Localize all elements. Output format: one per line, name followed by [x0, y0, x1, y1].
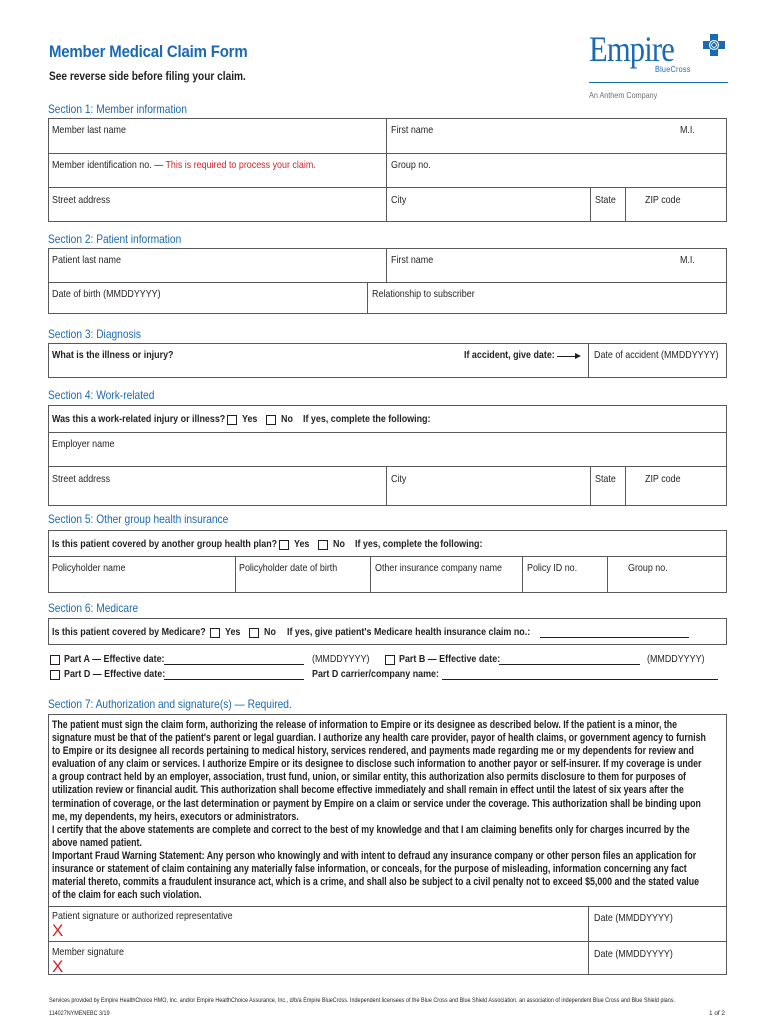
- member-city-field[interactable]: City: [391, 194, 407, 206]
- patient-dob-field[interactable]: Date of birth (MMDDYYYY): [52, 288, 161, 300]
- employer-street-field[interactable]: Street address: [52, 473, 111, 485]
- patient-first-name-field[interactable]: First name: [391, 254, 434, 266]
- work-related-question: Was this a work-related injury or illness?: [52, 413, 226, 425]
- member-group-no-field[interactable]: Group no.: [391, 159, 431, 171]
- member-id-field[interactable]: Member identification no. — This is required to process your claim.: [52, 159, 316, 171]
- logo-wordmark: Empire: [589, 29, 674, 69]
- other-insurance-question: Is this patient covered by another group health plan?: [52, 538, 278, 550]
- part-b-date-field[interactable]: [499, 664, 640, 665]
- member-mi-field[interactable]: M.I.: [680, 124, 695, 136]
- logo-divider: [589, 82, 728, 83]
- policy-id-field[interactable]: Policy ID no.: [527, 562, 578, 574]
- other-insurance-yes-label: Yes: [294, 538, 310, 550]
- work-related-yes-checkbox[interactable]: [227, 415, 237, 425]
- employer-city-field[interactable]: City: [391, 473, 407, 485]
- employer-state-field[interactable]: State: [595, 473, 616, 485]
- employer-zip-field[interactable]: ZIP code: [645, 473, 681, 485]
- authorization-text: [52, 719, 708, 902]
- patient-relationship-field[interactable]: Relationship to subscriber: [372, 288, 475, 300]
- part-b-date-format: (MMDDYYYY): [647, 653, 705, 665]
- part-a-label: Part A — Effective date:: [64, 653, 165, 665]
- part-b-label: Part B — Effective date:: [399, 653, 501, 665]
- footer-disclaimer: Services provided by Empire HealthChoice HMO, Inc. and/or Empire HealthChoice Assurance, Inc., d/b/a Empire BlueCross. Independent licensees of the Blue Cross and Blue Shield Association, an association of independent Blue Cross and Blue Shield plans.: [49, 997, 675, 1004]
- part-d-carrier-field[interactable]: [442, 679, 718, 680]
- form-subtitle: See reverse side before filing your claim.: [49, 71, 246, 83]
- part-a-date-field[interactable]: [164, 664, 304, 665]
- form-code: 114027NYMENEBC 3/19: [49, 1010, 110, 1017]
- section-5-heading: Section 5: Other group health insurance: [48, 512, 229, 526]
- form-title: Member Medical Claim Form: [49, 42, 248, 61]
- logo-tagline: An Anthem Company: [589, 90, 658, 100]
- blue-cross-icon: [703, 34, 725, 56]
- medicare-no-label: No: [264, 626, 276, 638]
- patient-mi-field[interactable]: M.I.: [680, 254, 695, 266]
- part-d-checkbox[interactable]: [50, 670, 60, 680]
- work-related-instruction: If yes, complete the following:: [303, 413, 431, 425]
- work-related-no-checkbox[interactable]: [266, 415, 276, 425]
- accident-date-field[interactable]: Date of accident (MMDDYYYY): [594, 349, 719, 361]
- work-related-yes-label: Yes: [242, 413, 258, 425]
- member-signature-x-icon[interactable]: X: [52, 957, 64, 976]
- patient-signature-x-icon[interactable]: X: [52, 921, 64, 940]
- member-state-field[interactable]: State: [595, 194, 616, 206]
- other-group-no-field[interactable]: Group no.: [628, 562, 668, 574]
- section-7-heading: Section 7: Authorization and signature(s) — Required.: [48, 697, 292, 711]
- arrow-right-icon: [557, 356, 579, 357]
- other-insurance-instruction: If yes, complete the following:: [355, 538, 483, 550]
- member-last-name-field[interactable]: Member last name: [52, 124, 126, 136]
- policyholder-name-field[interactable]: Policyholder name: [52, 562, 126, 574]
- accident-label: If accident, give date:: [464, 349, 555, 361]
- part-d-label: Part D — Effective date:: [64, 668, 166, 680]
- member-first-name-field[interactable]: First name: [391, 124, 434, 136]
- other-insurance-no-checkbox[interactable]: [318, 540, 328, 550]
- section-1-heading: Section 1: Member information: [48, 102, 187, 116]
- authorization-paragraph: The patient must sign the claim form, authorizing the release of information to Empire or its designee as described below. If the patient is a minor, the signature must be that of the patient's parent or legal guardian. I authorize any health care provider, payor of health claims, or government agency to furnish to Empire or its designee all records pertaining to medical history, services rendered, and payments made regarding me or my dependents for review and evaluation of any claim or services. I authorize Empire or its designee to disclose such information to another payor or self-insurer. If my coverage is under a group contract held by an employer, association, trust fund, union, or similar entity, this authorization also permits disclosure to them for purposes of utilization review or financial audit. This authorization shall become effective immediately and shall remain in effect until the latest of six years after the termination of coverage, or the last determination or payment by Empire on a claim or service under the coverage. This authorization shall be binding upon me, my dependents, my heirs, executors or administrators.: [52, 719, 706, 823]
- patient-signature-label: Patient signature or authorized representative: [52, 910, 233, 922]
- diagnosis-field[interactable]: What is the illness or injury?: [52, 349, 174, 361]
- medicare-no-checkbox[interactable]: [249, 628, 259, 638]
- member-id-required-note: This is required to process your claim.: [165, 159, 316, 171]
- logo-subtext: BlueCross: [655, 64, 691, 74]
- patient-signature-date-field[interactable]: Date (MMDDYYYY): [594, 912, 673, 924]
- medicare-claim-no-label: If yes, give patient's Medicare health insurance claim no.:: [287, 626, 531, 638]
- patient-last-name-field[interactable]: Patient last name: [52, 254, 121, 266]
- section-4-heading: Section 4: Work-related: [48, 388, 155, 402]
- employer-name-field[interactable]: Employer name: [52, 438, 115, 450]
- page-number: 1 of 2: [709, 1010, 725, 1017]
- part-a-date-format: (MMDDYYYY): [312, 653, 370, 665]
- medicare-yes-checkbox[interactable]: [210, 628, 220, 638]
- member-signature-date-field[interactable]: Date (MMDDYYYY): [594, 948, 673, 960]
- work-related-no-label: No: [281, 413, 293, 425]
- section-2-heading: Section 2: Patient information: [48, 232, 182, 246]
- part-d-carrier-label: Part D carrier/company name:: [312, 668, 439, 680]
- section-3-heading: Section 3: Diagnosis: [48, 327, 141, 341]
- medicare-yes-label: Yes: [225, 626, 241, 638]
- certification-paragraph: I certify that the above statements are complete and correct to the best of my knowledge and that I am claiming benefits only for charges incurred by the above named patient.: [52, 823, 690, 849]
- other-insurance-no-label: No: [333, 538, 345, 550]
- empire-bluecross-logo: [589, 28, 729, 100]
- part-d-date-field[interactable]: [164, 679, 304, 680]
- member-signature-label: Member signature: [52, 946, 124, 958]
- other-insurance-company-field[interactable]: Other insurance company name: [375, 562, 503, 574]
- section-6-heading: Section 6: Medicare: [48, 601, 139, 615]
- medicare-question: Is this patient covered by Medicare?: [52, 626, 206, 638]
- member-zip-field[interactable]: ZIP code: [645, 194, 681, 206]
- section-2-box: [48, 248, 727, 314]
- fraud-warning-paragraph: Important Fraud Warning Statement: Any person who knowingly and with intent to defraud any insurance company or other person files an application for insurance or statement of claim containing any materially false information, or conceals, for the purpose of misleading, information concerning any fact material thereto, commits a fraudulent insurance act, which is a crime, and shall also be subject to a civil penalty not to exceed $5,000 and the stated value of the claim for each such violation.: [52, 849, 699, 902]
- part-a-checkbox[interactable]: [50, 655, 60, 665]
- other-insurance-yes-checkbox[interactable]: [279, 540, 289, 550]
- member-street-field[interactable]: Street address: [52, 194, 111, 206]
- policyholder-dob-field[interactable]: Policyholder date of birth: [239, 562, 338, 574]
- medicare-claim-no-field[interactable]: [540, 637, 689, 638]
- part-b-checkbox[interactable]: [385, 655, 395, 665]
